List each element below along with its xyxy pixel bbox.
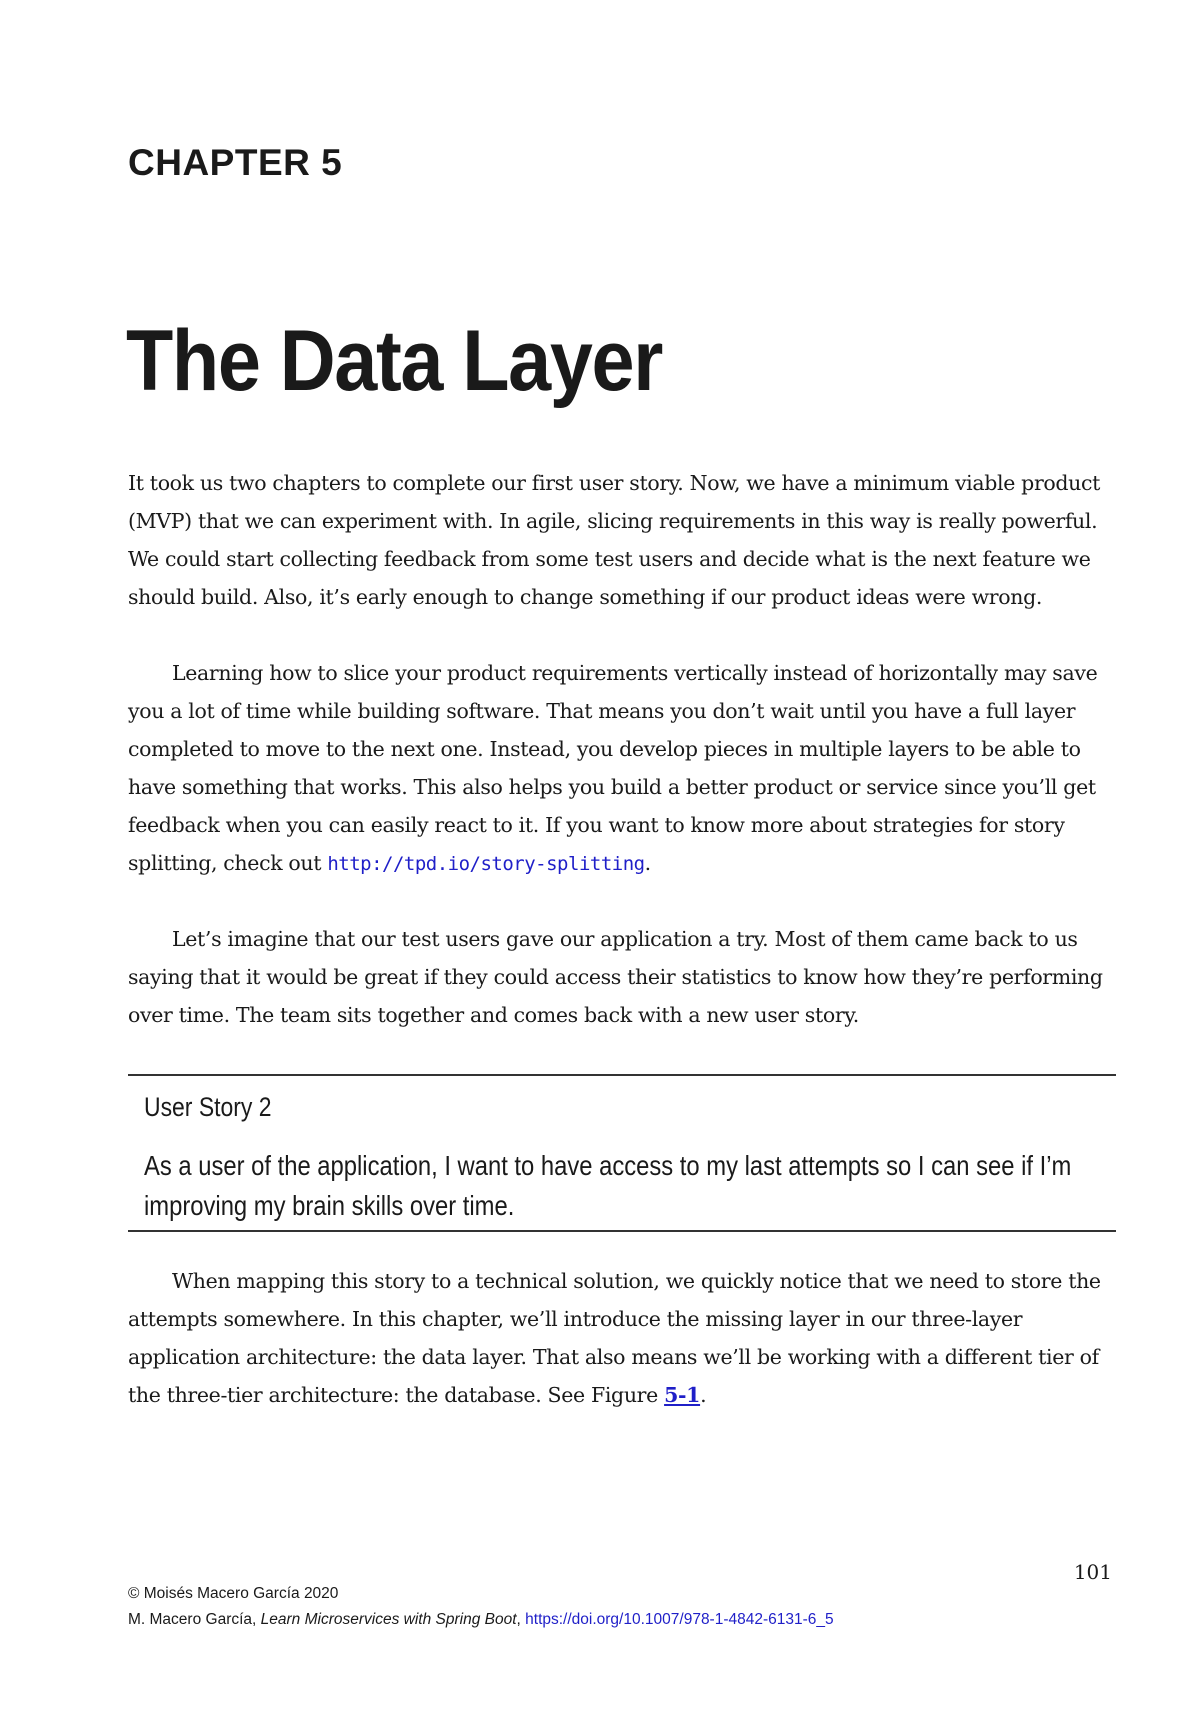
paragraph-mapping	[128, 1262, 1118, 1414]
figure-reference-link[interactable]: 5-1	[664, 1383, 701, 1407]
footer-citation	[128, 1611, 834, 1629]
paragraph-mapping-end: .	[700, 1383, 707, 1407]
user-story-title: User Story 2	[144, 1092, 272, 1122]
citation-doi-link[interactable]: https://doi.org/10.1007/978-1-4842-6131-6_5	[525, 1611, 834, 1628]
paragraph-slicing-end: .	[644, 851, 651, 875]
chapter-title: The Data Layer	[126, 313, 663, 409]
user-story-text: As a user of the application, I want to have access to my last attempts so I can see if I’m improving my brain skills over time.	[144, 1150, 1072, 1221]
page-number: 101	[1073, 1560, 1112, 1584]
chapter-label: CHAPTER 5	[128, 142, 343, 183]
footer-copyright: © Moisés Macero García 2020	[128, 1585, 339, 1602]
paragraph-intro: It took us two chapters to complete our first user story. Now, we have a minimum viable product (MVP) that we can experiment with. In agile, slicing requirements in this way is really powerful. We could start collecting feedback from some test users and decide what is the next feature we should build. Also, it’s early enough to change something if our product ideas were wrong.	[128, 471, 1101, 609]
citation-author: M. Macero García,	[128, 1611, 261, 1628]
citation-book-title: Learn Microservices with Spring Boot	[260, 1611, 517, 1628]
paragraph-slicing-text: Learning how to slice your product requirements vertically instead of horizontally may save you a lot of time while building software. That means you don’t wait until you have a full layer completed to move to the next one. Instead, you develop pieces in multiple layers to be able to have something that works. This also helps you build a better product or service since you’ll get feedback when you can easily react to it. If you want to know more about strategies for story splitting, check out	[128, 661, 1098, 875]
paragraph-test-users: Let’s imagine that our test users gave our application a try. Most of them came back to us saying that it would be great if they could access their statistics to know how they’re performing over time. The team sits together and comes back with a new user story.	[128, 927, 1103, 1027]
user-story-box	[128, 1074, 1116, 1232]
paragraph-mapping-text: When mapping this story to a technical solution, we quickly notice that we need to store the attempts somewhere. In this chapter, we’ll introduce the missing layer in our three-layer application architecture: the data layer. That also means we’ll be working with a different tier of the three-tier architecture: the database. See Figure	[128, 1269, 1101, 1407]
story-splitting-link[interactable]: http://tpd.io/story-splitting	[327, 853, 645, 875]
paragraph-slicing	[128, 654, 1118, 883]
citation-separator: ,	[516, 1611, 526, 1628]
